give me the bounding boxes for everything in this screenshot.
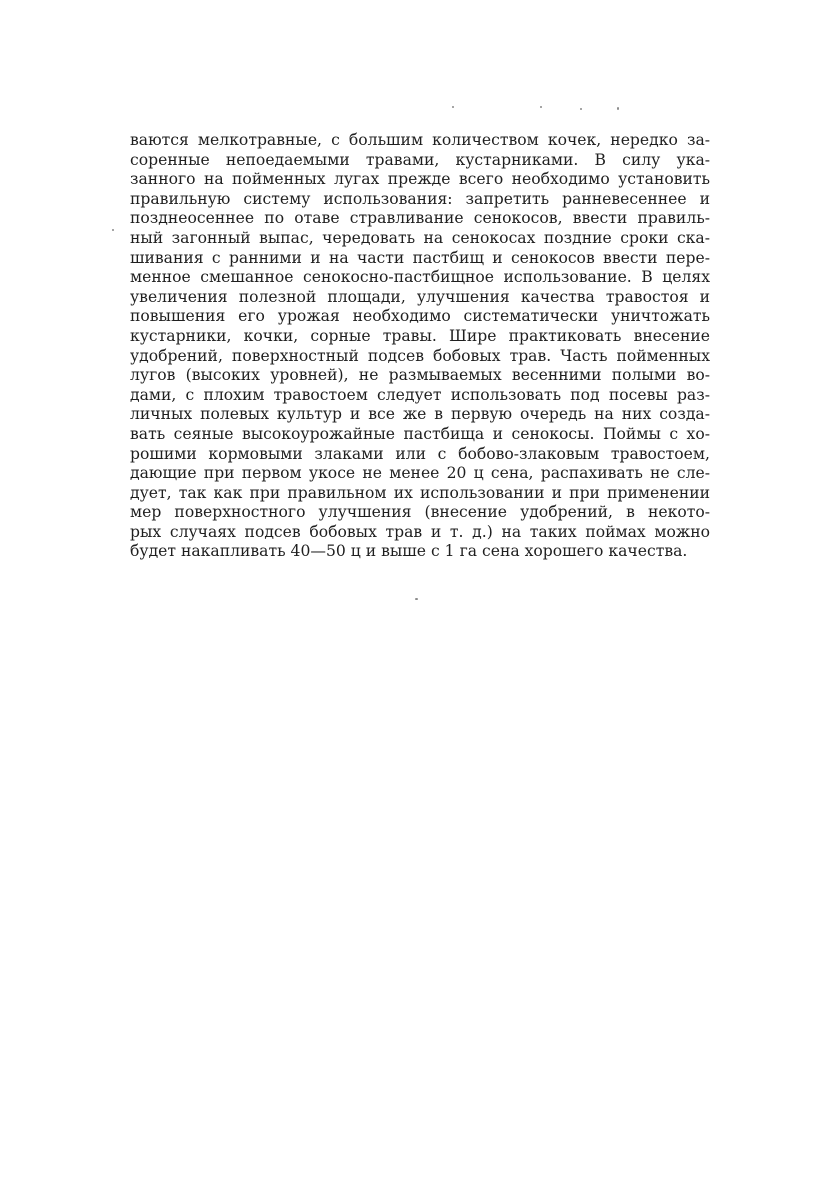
- text-line: дами, с плохим травостоем следует использовать под посевы раз-: [130, 385, 710, 404]
- text-line: лугов (высоких уровней), не размываемых весенними полыми во-: [130, 366, 711, 385]
- text-line: ваются мелкотравные, с большим количеством кочек, нередко за-: [130, 131, 711, 149]
- text-line: вать сеяные высокоурожайные пастбища и сенокосы. Поймы с хо-: [130, 424, 711, 443]
- text-line: увеличения полезной площади, улучшения качества травостоя и: [130, 287, 710, 306]
- text-line: правильную систему использования: запретить ранневесеннее и: [130, 189, 710, 208]
- text-line: менное смешанное сенокосно-пастбищное использование. В целях: [130, 268, 710, 287]
- text-line: соренные непоедаемыми травами, кустарниками. В силу ука-: [130, 150, 711, 169]
- text-line: рых случаях подсев бобовых трав и т. д.) на таких поймах можно: [130, 522, 711, 541]
- text-line: шивания с ранними и на части пастбищ и сенокосов ввести пере-: [130, 248, 710, 267]
- scan-speck: [452, 106, 454, 108]
- text-line: рошими кормовыми злаками или с бобово-злаковым травостоем,: [130, 444, 710, 463]
- scan-speck: [415, 598, 418, 600]
- scan-speck: [112, 229, 114, 231]
- body-paragraph: [130, 131, 710, 562]
- text-line: будет накапливать 40—50 ц и выше с 1 га сена хорошего качества.: [130, 542, 688, 561]
- text-line: позднеосеннее по отаве стравливание сенокосов, ввести правиль-: [130, 209, 710, 228]
- text-line: дует, так как при правильном их использовании и при применении: [130, 483, 711, 502]
- scan-speck: [540, 106, 542, 108]
- text-line: личных полевых культур и все же в первую очередь на них созда-: [130, 405, 710, 424]
- scan-speck: [617, 107, 619, 110]
- scan-speck: [580, 108, 582, 110]
- text-line: повышения его урожая необходимо систематически уничтожать: [130, 307, 710, 326]
- text-line: мер поверхностного улучшения (внесение удобрений, в некото-: [130, 503, 711, 522]
- text-line: ный загонный выпас, чередовать на сенокосах поздние сроки ска-: [130, 228, 710, 247]
- text-line: дающие при первом укосе не менее 20 ц сена, распахивать не сле-: [130, 464, 710, 483]
- text-line: занного на пойменных лугах прежде всего необходимо установить: [130, 170, 711, 189]
- text-line: удобрений, поверхностный подсев бобовых трав. Часть пойменных: [130, 346, 710, 365]
- text-line: кустарники, кочки, сорные травы. Шире практиковать внесение: [130, 326, 711, 345]
